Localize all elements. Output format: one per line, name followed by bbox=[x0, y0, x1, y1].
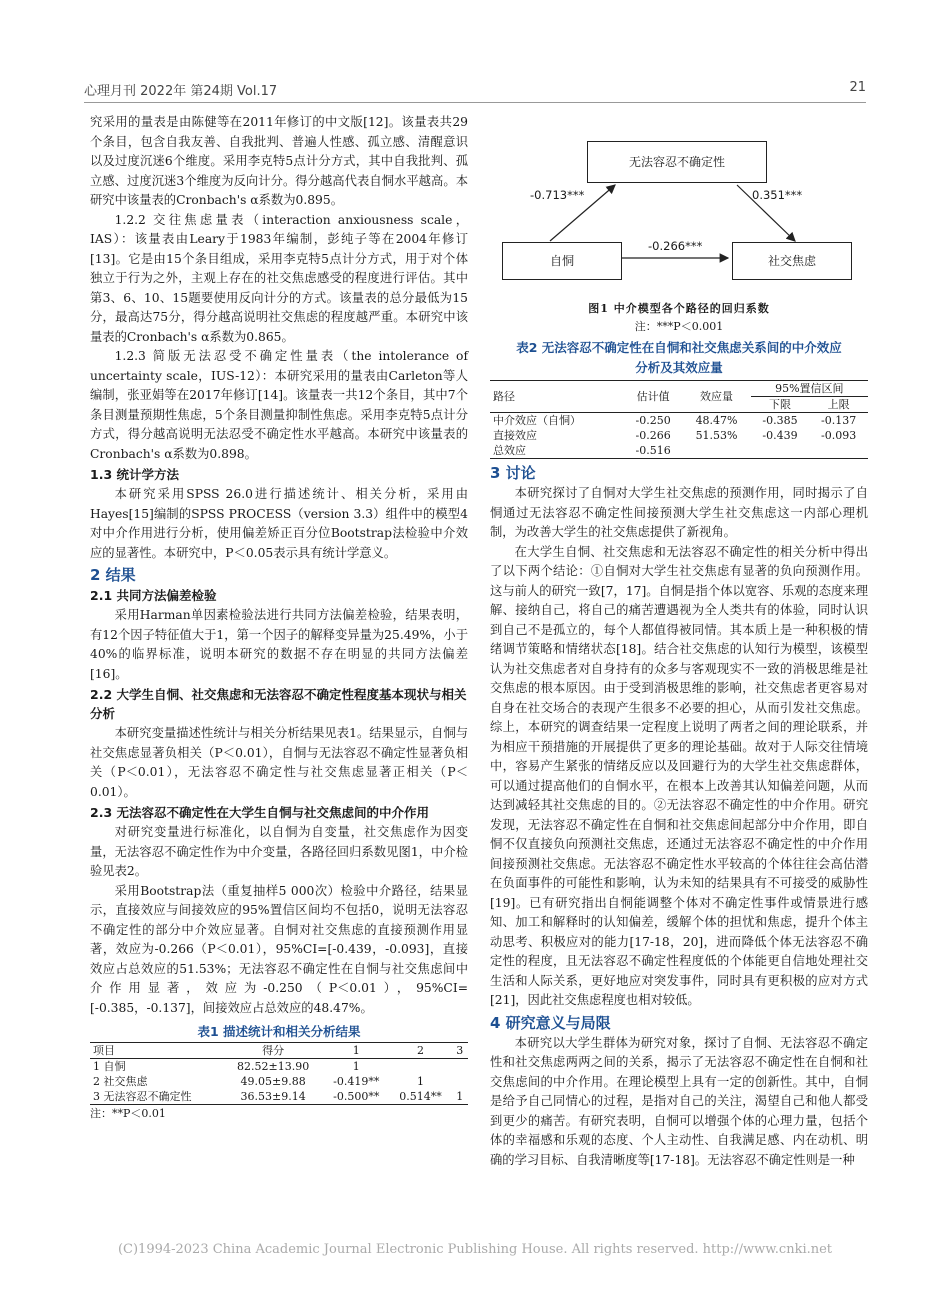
table-cell: -0.385 bbox=[762, 414, 798, 427]
table-cell: 36.53±9.14 bbox=[240, 1090, 306, 1103]
paragraph-discussion-intro: 本研究探讨了自恫对大学生社交焦虑的预测作用，同时揭示了自恫通过无法容忍不确定性间接预测大学生社交焦虑这一内部心理机制，为改善大学生的社交焦虑提供了新视角。 bbox=[490, 486, 868, 539]
copyright-footer: (C)1994-2023 China Academic Journal Electronic Publishing House. All rights reserved. http://www.cnki.net bbox=[117, 1242, 833, 1257]
table-cell: 48.47% bbox=[695, 414, 738, 427]
table-cell: 3 无法容忍不确定性 bbox=[93, 1090, 192, 1103]
heading-2: 2 结果 bbox=[90, 566, 136, 584]
table-cell: 总效应 bbox=[493, 444, 526, 457]
figure1-caption: 图1 中介模型各个路径的回归系数 bbox=[588, 302, 770, 315]
mediator-box: 无法容忍不确定性 bbox=[587, 141, 767, 183]
paragraph-ias: 1.2.2 交往焦虑量表（interaction anxiousness scale，IAS）：该量表由Leary于1983年编制，彭纯子等在2004年修订[13]。它是由15个条目组成，采用李克特5点计分方式，用于对个体独立于行为之外，主观上存在的社交焦虑感受的程度进行评估。其中第3、6、10、15题要使用反向计分的方式。该量表的总分最低为15分，最高达75分，得分越高说明社交焦虑的程度越严重。本研究中该量表的Cronbach's α系数为0.865。 bbox=[90, 212, 468, 344]
table-row bbox=[90, 1074, 468, 1089]
table-cell: -0.500** bbox=[333, 1090, 380, 1103]
table-cell bbox=[751, 443, 810, 459]
table-cell: -0.250 bbox=[635, 414, 671, 427]
heading-2-3: 2.3 无法容忍不确定性在大学生自恫与社交焦虑间的中介作用 bbox=[90, 805, 429, 820]
journal-info: 心理月刊 2022年 第24期 Vol.17 bbox=[84, 84, 278, 99]
paragraph-scs: 究采用的量表是由陈健等在2011年修订的中文版[12]。该量表共29个条目，包含自我友善、自我批判、普遍人性感、孤立感、清醒意识以及过度沉迷6个维度。采用李克特5点计分方式，其中自我批判、孤立感、过度沉迷3个维度为反向计分。得分越高代表自恫水平越高。本研究中该量表的Cronbach's α系数为0.895。 bbox=[90, 115, 468, 207]
paragraph-significance: 本研究以大学生群体为研究对象，探讨了自恫、无法容忍不确定性和社交焦虑两两之间的关系，揭示了无法容忍不确定性在自恫和社交焦虑间的中介作用。在理论模型上具有一定的创新性。其中，自恫是给予自己同情心的过程，是指对自己的关注，渴望自己和他人都受到更少的痛苦。有研究表明，自恫可以增强个体的心理力量，包括个体的幸福感和乐观的态度、个人主动性、自我满足感、内在动机、明确的学习目标、自我清晰度等[17-18]。无法容忍不确定性则是一种 bbox=[490, 1035, 868, 1167]
table-cell: -0.137 bbox=[821, 414, 857, 427]
table-row bbox=[490, 413, 868, 429]
table-row bbox=[90, 1059, 468, 1075]
path-c-label: -0.266*** bbox=[648, 239, 703, 253]
table-cell bbox=[451, 1074, 468, 1089]
heading-3: 3 讨论 bbox=[490, 464, 536, 482]
figure1-mediation-model bbox=[490, 113, 868, 308]
heading-2-1: 2.1 共同方法偏差检验 bbox=[90, 588, 217, 603]
table-row bbox=[90, 1089, 468, 1105]
table1-caption: 表1 描述统计和相关分析结果 bbox=[197, 1024, 361, 1039]
table1-header-cell: 得分 bbox=[262, 1044, 285, 1057]
table-cell: -0.093 bbox=[821, 429, 857, 442]
table2-header-cell: 下限 bbox=[768, 398, 791, 411]
table-cell: -0.439 bbox=[762, 429, 798, 442]
table-cell: 82.52±13.90 bbox=[237, 1060, 310, 1073]
paragraph-discussion-main: 在大学生自恫、社交焦虑和无法容忍不确定性的相关分析中得出了以下两个结论：①自恫对大学生社交焦虑有显著的负向预测作用。这与前人的研究一致[7，17]。自恫是指个体以宽容、乐观的态度来理解、接纳自己，将自己的痛苦遭遇视为全人类共有的体验，同时认识到自己不是孤立的，每个人都值得被同情。其本质上是一种积极的情绪调节策略和情绪状态[18]。结合社交焦虑的认知行为模型，该模型认为社交焦虑者对自身持有的众多与客观现实不一致的消极思维是社交焦虑的根本原因。由于受到消极思维的影响，社交焦虑者更容易对自身在社交场合的表现产生很多不必要的担心，从而引发社交焦虑。综上，本研究的调查结果一定程度上说明了两者之间的理论联系，并为相应干预措施的开展提供了更多的理论基础。故对于人际交往情境中，容易产生紧张的情绪反应以及回避行为的大学生社交焦虑群体，可以通过提高他们的自恫水平，在根本上改善其认知偏差问题，从而达到减轻其社交焦虑的目的。②无法容忍不确定性的中介作用。研究发现，无法容忍不确定性在自恫和社交焦虑间起部分中介作用，即自恫不仅直接负向预测社交焦虑，还通过无法容忍不确定性的中介作用间接预测社交焦虑。无法容忍不确定性水平较高的个体往往会高估潜在负面事件的可能性和影响，认为未知的结果具有不可接受的威胁性[19]。已有研究指出自恫能调整个体对不确定性事件或情景进行感知、加工和解释时的认知偏差，缓解个体的担忧和焦虑，提升个体主动思考、积极应对的能力[17-18，20]，进而降低个体无法容忍不确定性的程度，且无法容忍不确定性程度低的个体能更自信地处理社交生活和人际关系，更好地应对突发事件，同时具有更积极的应对方式[21]，因此社交焦虑程度也相对较低。 bbox=[490, 544, 868, 1007]
paragraph-bootstrap: 采用Bootstrap法（重复抽样5 000次）检验中介路径，结果显示，直接效应与间接效应的95%置信区间均不包括0，说明无法容忍不确定性的部分中介效应显著。自恫对社交焦虑的直接预测作用显著，效应为-0.266（P＜0.01），95%CI=[-0.439，-0.093]，直接效应占总效应的51.53%；无法容忍不确定性在自恫与社交焦虑间中介作用显著，效应为-0.250（P＜0.01），95%CI=[-0.385，-0.137]，间接效应占总效应的48.47%。 bbox=[90, 883, 468, 1015]
page-number: 21 bbox=[849, 80, 866, 95]
table2-header-cell: 效应量 bbox=[682, 381, 750, 413]
table2-header-cell: 95%置信区间 bbox=[751, 381, 868, 397]
table1-note: 注：**P＜0.01 bbox=[90, 1107, 166, 1120]
table-cell: 1 bbox=[416, 1075, 424, 1088]
table-cell: 49.05±9.88 bbox=[240, 1075, 306, 1088]
table2-caption-line1: 表2 无法容忍不确定性在自恫和社交焦虑关系间的中介效应 bbox=[516, 340, 842, 355]
paragraph-correlation: 本研究变量描述性统计与相关分析结果见表1。结果显示，自恫与社交焦虑显著负相关（P＜0.01），自恫与无法容忍不确定性显著负相关（P＜0.01），无法容忍不确定性与社交焦虑显著正相关（P＜0.01）。 bbox=[90, 726, 468, 799]
table-row bbox=[490, 428, 868, 443]
table-cell: 中介效应（自恫） bbox=[493, 414, 581, 427]
heading-1-3: 1.3 统计学方法 bbox=[90, 467, 179, 482]
header-rule bbox=[84, 102, 866, 103]
table-cell: 1 bbox=[456, 1090, 464, 1103]
table1-header-row bbox=[90, 1043, 468, 1059]
table-cell: -0.419** bbox=[333, 1075, 380, 1088]
outcome-box: 社交焦虑 bbox=[732, 242, 852, 280]
paragraph-standardize: 对研究变量进行标准化，以自恫为自变量，社交焦虑作为因变量，无法容忍不确定性作为中介变量，各路径回归系数见图1，中介检验见表2。 bbox=[90, 825, 468, 878]
table2-header-cell: 上限 bbox=[827, 398, 850, 411]
table-cell: 1 bbox=[352, 1060, 360, 1073]
table-cell: -0.266 bbox=[635, 429, 671, 442]
table-cell: 直接效应 bbox=[493, 429, 537, 442]
table1-header-cell: 3 bbox=[456, 1044, 464, 1057]
predictor-box: 自恫 bbox=[502, 242, 622, 280]
table-cell: -0.516 bbox=[635, 444, 671, 457]
paragraph-ius: 1.2.3 简版无法忍受不确定性量表（the intolerance of uncertainty scale，IUS-12）：本研究采用的量表由Carleton等人编制，张亚娟等在2017年修订[14]。该量表一共12个条目，其中7个条目测量预期性焦虑，5个条目测量抑制性焦虑。采用李克特5点计分方式，得分越高说明无法忍受不确定性水平越高。本研究中该量表的Cronbach's α系数为0.898。 bbox=[90, 349, 468, 461]
path-a-label: -0.713*** bbox=[530, 188, 585, 202]
table-cell: 2 社交焦虑 bbox=[93, 1075, 148, 1088]
table-cell: 1 自恫 bbox=[93, 1060, 126, 1073]
path-b-label: 0.351*** bbox=[752, 188, 803, 202]
table2 bbox=[490, 380, 868, 459]
figure1-note: 注：***P＜0.001 bbox=[634, 320, 724, 333]
table-cell: 51.53% bbox=[695, 429, 738, 442]
table1-header-cell: 1 bbox=[352, 1044, 360, 1057]
table2-header-cell: 路径 bbox=[490, 381, 624, 413]
table-cell bbox=[390, 1059, 452, 1075]
page-header bbox=[84, 80, 866, 104]
paragraph-harman: 采用Harman单因素检验法进行共同方法偏差检验，结果表明，有12个因子特征值大于1，第一个因子的解释变异量为25.49%，小于40%的临界标准，说明本研究的数据不存在明显的共同方法偏差[16]。 bbox=[90, 608, 468, 681]
right-column bbox=[490, 113, 868, 1170]
paragraph-stats: 本研究采用SPSS 26.0进行描述统计、相关分析，采用由Hayes[15]编制的SPSS PROCESS（version 3.3）组件中的模型4对中介作用进行分析，使用偏差矫正百分位Bootstrap法检验中介效应的显著性。本研究中，P＜0.05表示具有统计学意义。 bbox=[90, 487, 468, 560]
table2-header-cell: 估计值 bbox=[624, 381, 683, 413]
table1-header-cell: 2 bbox=[416, 1044, 424, 1057]
heading-4: 4 研究意义与局限 bbox=[490, 1013, 611, 1032]
table2-header-row bbox=[490, 381, 868, 397]
table-cell bbox=[451, 1059, 468, 1075]
table2-caption-line2: 分析及其效应量 bbox=[635, 360, 723, 375]
table-cell: 0.514** bbox=[399, 1090, 442, 1103]
table-cell bbox=[809, 443, 868, 459]
table-cell bbox=[682, 443, 750, 459]
table-row bbox=[490, 443, 868, 459]
table1-header-cell: 项目 bbox=[93, 1044, 115, 1057]
left-column bbox=[90, 113, 468, 1123]
table1 bbox=[90, 1042, 468, 1105]
heading-2-2: 2.2 大学生自恫、社交焦虑和无法容忍不确定性程度基本现状与相关分析 bbox=[90, 687, 467, 721]
